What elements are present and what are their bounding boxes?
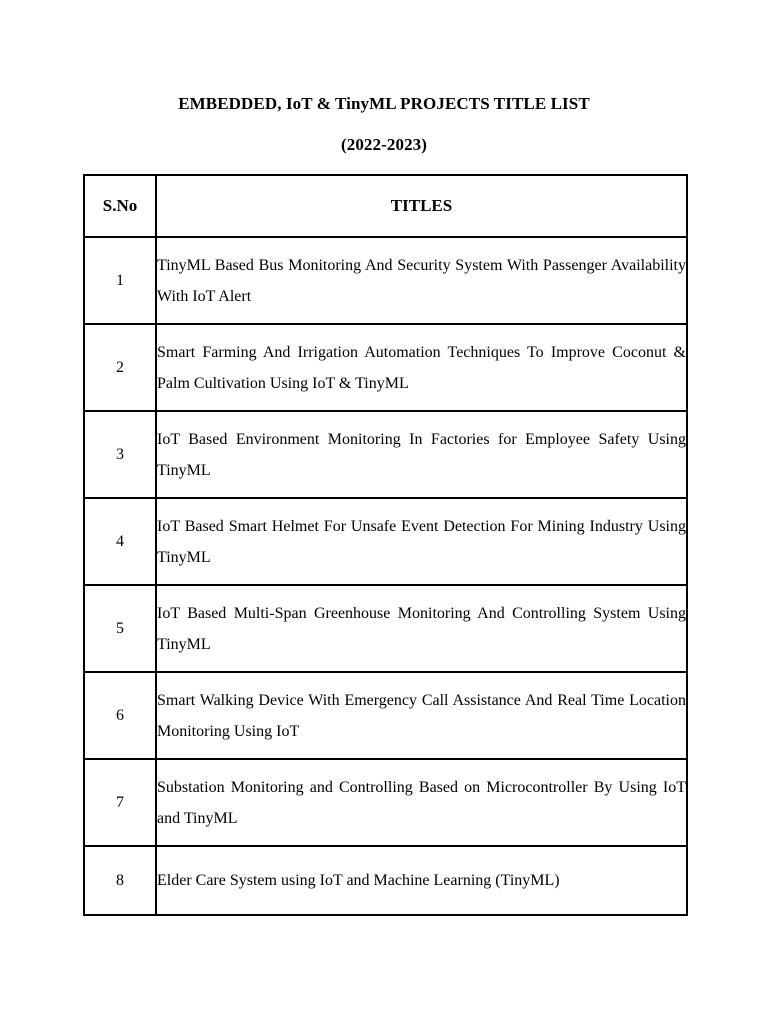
- row-sno: 3: [84, 411, 156, 498]
- row-sno: 5: [84, 585, 156, 672]
- table-row: [84, 498, 687, 585]
- row-title: Elder Care System using IoT and Machine Learning (TinyML): [156, 846, 687, 915]
- table-row: [84, 672, 687, 759]
- row-sno: 2: [84, 324, 156, 411]
- table-row: [84, 237, 687, 324]
- row-title: Substation Monitoring and Controlling Based on Microcontroller By Using IoT and TinyML: [156, 759, 687, 846]
- column-header-titles: TITLES: [156, 175, 687, 237]
- table-row: [84, 324, 687, 411]
- row-title: Smart Farming And Irrigation Automation Techniques To Improve Coconut & Palm Cultivation Using IoT & TinyML: [156, 324, 687, 411]
- row-title: IoT Based Environment Monitoring In Factories for Employee Safety Using TinyML: [156, 411, 687, 498]
- table-row: [84, 585, 687, 672]
- row-sno: 1: [84, 237, 156, 324]
- row-title: TinyML Based Bus Monitoring And Security System With Passenger Availability With IoT Alert: [156, 237, 687, 324]
- document-title: EMBEDDED, IoT & TinyML PROJECTS TITLE LIST: [178, 94, 590, 113]
- row-title: Smart Walking Device With Emergency Call Assistance And Real Time Location Monitoring Using IoT: [156, 672, 687, 759]
- table-header-row: [84, 175, 687, 237]
- table-row: [84, 846, 687, 915]
- row-sno: 4: [84, 498, 156, 585]
- row-title: IoT Based Smart Helmet For Unsafe Event Detection For Mining Industry Using TinyML: [156, 498, 687, 585]
- table-row: [84, 411, 687, 498]
- row-sno: 7: [84, 759, 156, 846]
- row-title: IoT Based Multi-Span Greenhouse Monitoring And Controlling System Using TinyML: [156, 585, 687, 672]
- row-sno: 8: [84, 846, 156, 915]
- projects-table: [83, 174, 688, 916]
- document-year: (2022-2023): [340, 135, 428, 154]
- table-row: [84, 759, 687, 846]
- row-sno: 6: [84, 672, 156, 759]
- column-header-sno: S.No: [84, 175, 156, 237]
